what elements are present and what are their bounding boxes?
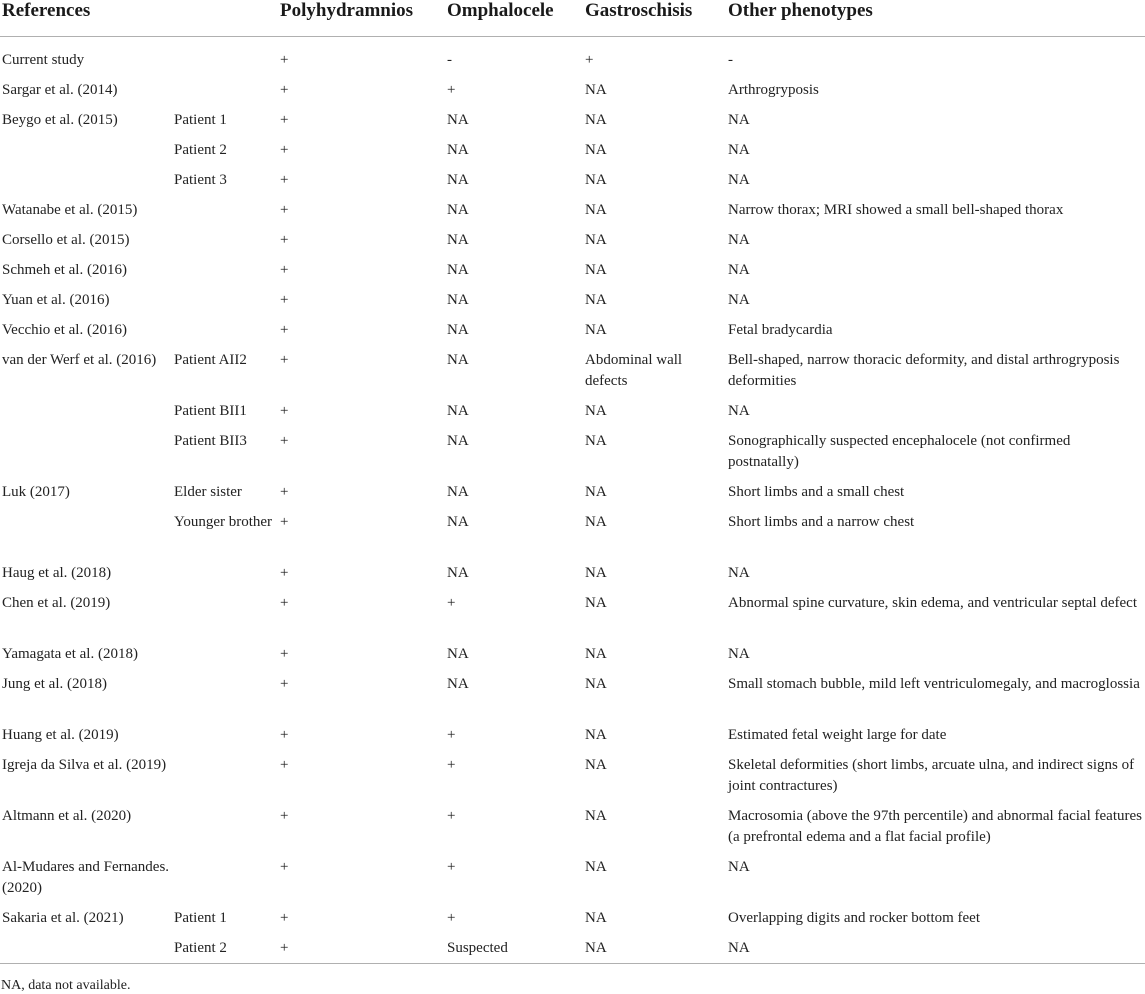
- cell-subject: [172, 857, 278, 908]
- table-row: [0, 200, 1145, 230]
- cell-omphalocele: NA: [447, 232, 469, 248]
- cell-omphalocele: NA: [447, 676, 469, 692]
- cell-omphalocele: NA: [447, 172, 469, 188]
- cell-polyhydramnios: +: [280, 727, 289, 743]
- cell-gastroschisis: NA: [585, 292, 607, 308]
- table-row: [0, 110, 1145, 140]
- header-gastroschisis: Gastroschisis: [583, 0, 726, 37]
- cell-reference: Huang et al. (2019): [2, 727, 119, 743]
- cell-polyhydramnios: +: [280, 352, 289, 368]
- cell-reference: Sargar et al. (2014): [2, 82, 118, 98]
- table-row: [0, 908, 1145, 938]
- table-row: [0, 563, 1145, 593]
- table-row: [0, 857, 1145, 908]
- cell-omphalocele: NA: [447, 202, 469, 218]
- cell-omphalocele: +: [447, 595, 456, 611]
- cell-reference: Vecchio et al. (2016): [2, 322, 127, 338]
- cell-omphalocele: +: [447, 82, 456, 98]
- cell-omphalocele: NA: [447, 142, 469, 158]
- cell-other-phenotypes: -: [728, 52, 733, 68]
- cell-polyhydramnios: +: [280, 322, 289, 338]
- cell-polyhydramnios: +: [280, 82, 289, 98]
- cell-reference: Haug et al. (2018): [2, 565, 112, 581]
- cell-polyhydramnios: +: [280, 808, 289, 824]
- table-row: [0, 512, 1145, 563]
- cell-subject: Younger brother: [174, 514, 273, 530]
- cell-subject: [172, 725, 278, 755]
- cell-other-phenotypes: Macrosomia (above the 97th percentile) and abnormal facial features (a prefrontal edema and a flat facial profile): [728, 808, 1142, 845]
- table-row: [0, 80, 1145, 110]
- table-row: [0, 725, 1145, 755]
- cell-subject: Patient 3: [174, 172, 227, 188]
- table-row: [0, 482, 1145, 512]
- cell-subject: Patient 1: [174, 910, 227, 926]
- cell-polyhydramnios: +: [280, 262, 289, 278]
- table-row: [0, 350, 1145, 401]
- table-row: [0, 50, 1145, 80]
- cell-polyhydramnios: +: [280, 112, 289, 128]
- cell-subject: [172, 80, 278, 110]
- cell-other-phenotypes: NA: [728, 112, 750, 128]
- cell-omphalocele: NA: [447, 292, 469, 308]
- cell-omphalocele: +: [447, 808, 456, 824]
- table-footnote: NA, data not available.: [1, 978, 131, 993]
- table-row: [0, 230, 1145, 260]
- cell-polyhydramnios: +: [280, 52, 289, 68]
- cell-subject: Elder sister: [174, 484, 242, 500]
- cell-other-phenotypes: Abnormal spine curvature, skin edema, and ventricular septal defect: [728, 595, 1138, 611]
- cell-gastroschisis: NA: [585, 322, 607, 338]
- cell-polyhydramnios: +: [280, 202, 289, 218]
- cell-omphalocele: NA: [447, 112, 469, 128]
- cell-subject: Patient 1: [174, 112, 227, 128]
- cell-gastroschisis: NA: [585, 202, 607, 218]
- cell-gastroschisis: NA: [585, 646, 607, 662]
- cell-subject: [172, 230, 278, 260]
- cell-subject: [172, 50, 278, 80]
- cell-omphalocele: Suspected: [447, 940, 508, 956]
- cell-other-phenotypes: NA: [728, 172, 750, 188]
- cell-reference: [0, 140, 172, 170]
- cell-reference: Corsello et al. (2015): [2, 232, 130, 248]
- cell-subject: Patient 2: [174, 142, 227, 158]
- cell-other-phenotypes: Fetal bradycardia: [728, 322, 833, 338]
- table-row: [0, 674, 1145, 725]
- table-row: [0, 401, 1145, 431]
- header-references: References: [0, 0, 172, 37]
- cell-subject: Patient AII2: [174, 352, 247, 368]
- cell-other-phenotypes: NA: [728, 142, 750, 158]
- cell-gastroschisis: NA: [585, 403, 607, 419]
- cell-gastroschisis: NA: [585, 727, 607, 743]
- cell-omphalocele: +: [447, 757, 456, 773]
- cell-other-phenotypes: Narrow thorax; MRI showed a small bell-shaped thorax: [728, 202, 1064, 218]
- cell-subject: [172, 644, 278, 674]
- table-row: [0, 170, 1145, 200]
- cell-reference: van der Werf et al. (2016): [2, 352, 157, 368]
- cell-gastroschisis: NA: [585, 595, 607, 611]
- cell-other-phenotypes: NA: [728, 292, 750, 308]
- cell-subject: [172, 200, 278, 230]
- cell-reference: Chen et al. (2019): [2, 595, 111, 611]
- cell-reference: Schmeh et al. (2016): [2, 262, 127, 278]
- cell-reference: Sakaria et al. (2021): [2, 910, 124, 926]
- cell-gastroschisis: NA: [585, 484, 607, 500]
- cell-reference: Watanabe et al. (2015): [2, 202, 138, 218]
- cell-subject: Patient BII1: [174, 403, 247, 419]
- cell-omphalocele: NA: [447, 262, 469, 278]
- cell-omphalocele: NA: [447, 322, 469, 338]
- cell-omphalocele: NA: [447, 352, 469, 368]
- cell-omphalocele: NA: [447, 433, 469, 449]
- cell-gastroschisis: NA: [585, 514, 607, 530]
- cell-other-phenotypes: NA: [728, 565, 750, 581]
- cell-reference: [0, 170, 172, 200]
- header-subject: [172, 0, 278, 37]
- cell-omphalocele: NA: [447, 565, 469, 581]
- table-row: [0, 755, 1145, 806]
- table-row: [0, 431, 1145, 482]
- table-row: [0, 593, 1145, 644]
- cell-gastroschisis: NA: [585, 232, 607, 248]
- cell-polyhydramnios: +: [280, 940, 289, 956]
- table-row: [0, 290, 1145, 320]
- cell-polyhydramnios: +: [280, 595, 289, 611]
- cell-gastroschisis: NA: [585, 262, 607, 278]
- cell-reference: Yuan et al. (2016): [2, 292, 110, 308]
- cell-reference: [0, 431, 172, 482]
- cell-gastroschisis: NA: [585, 82, 607, 98]
- header-polyhydramnios: Polyhydramnios: [278, 0, 445, 37]
- cell-polyhydramnios: +: [280, 232, 289, 248]
- cell-polyhydramnios: +: [280, 646, 289, 662]
- cell-gastroschisis: NA: [585, 808, 607, 824]
- cell-omphalocele: NA: [447, 514, 469, 530]
- cell-omphalocele: NA: [447, 403, 469, 419]
- header-omphalocele: Omphalocele: [445, 0, 583, 37]
- cell-other-phenotypes: Short limbs and a narrow chest: [728, 514, 915, 530]
- cell-gastroschisis: NA: [585, 172, 607, 188]
- cell-omphalocele: +: [447, 727, 456, 743]
- table-row: [0, 260, 1145, 290]
- cell-reference: Yamagata et al. (2018): [2, 646, 138, 662]
- cell-reference: [0, 401, 172, 431]
- table-row: [0, 320, 1145, 350]
- cell-gastroschisis: NA: [585, 676, 607, 692]
- cell-reference: Al-Mudares and Fernandes. (2020): [2, 859, 170, 896]
- cell-subject: [172, 563, 278, 593]
- cell-other-phenotypes: Short limbs and a small chest: [728, 484, 905, 500]
- cell-gastroschisis: NA: [585, 142, 607, 158]
- table-row: [0, 644, 1145, 674]
- cell-other-phenotypes: Estimated fetal weight large for date: [728, 727, 947, 743]
- header-row: [0, 0, 1145, 37]
- cell-polyhydramnios: +: [280, 565, 289, 581]
- cell-gastroschisis: +: [585, 52, 594, 68]
- cell-polyhydramnios: +: [280, 910, 289, 926]
- cell-omphalocele: -: [447, 52, 452, 68]
- cell-polyhydramnios: +: [280, 859, 289, 875]
- cell-subject: [172, 806, 278, 857]
- table-body: [0, 37, 1145, 964]
- cell-gastroschisis: NA: [585, 910, 607, 926]
- cell-gastroschisis: NA: [585, 112, 607, 128]
- cell-other-phenotypes: NA: [728, 403, 750, 419]
- cell-omphalocele: NA: [447, 484, 469, 500]
- cell-other-phenotypes: Bell-shaped, narrow thoracic deformity, and distal arthrogryposis deformities: [728, 352, 1120, 389]
- cell-other-phenotypes: Arthrogryposis: [728, 82, 819, 98]
- cell-polyhydramnios: +: [280, 433, 289, 449]
- cell-polyhydramnios: +: [280, 484, 289, 500]
- cell-subject: [172, 674, 278, 725]
- cell-omphalocele: +: [447, 859, 456, 875]
- cell-subject: [172, 320, 278, 350]
- cell-reference: Beygo et al. (2015): [2, 112, 118, 128]
- cell-gastroschisis: NA: [585, 859, 607, 875]
- cell-omphalocele: +: [447, 910, 456, 926]
- cell-other-phenotypes: Skeletal deformities (short limbs, arcuate ulna, and indirect signs of joint contractures): [728, 757, 1135, 794]
- cell-gastroschisis: NA: [585, 433, 607, 449]
- cell-polyhydramnios: +: [280, 292, 289, 308]
- cell-subject: [172, 755, 278, 806]
- cell-subject: [172, 593, 278, 644]
- cell-subject: Patient 2: [174, 940, 227, 956]
- cell-other-phenotypes: Small stomach bubble, mild left ventriculomegaly, and macroglossia: [728, 676, 1140, 692]
- cell-other-phenotypes: NA: [728, 232, 750, 248]
- cell-other-phenotypes: NA: [728, 940, 750, 956]
- cell-reference: Jung et al. (2018): [2, 676, 107, 692]
- cell-other-phenotypes: NA: [728, 262, 750, 278]
- cell-reference: Altmann et al. (2020): [2, 808, 132, 824]
- cell-reference: Current study: [2, 52, 85, 68]
- cell-other-phenotypes: Sonographically suspected encephalocele (not confirmed postnatally): [728, 433, 1071, 470]
- cell-subject: Patient BII3: [174, 433, 247, 449]
- cell-reference: [0, 512, 172, 563]
- cell-other-phenotypes: Overlapping digits and rocker bottom feet: [728, 910, 981, 926]
- cell-subject: [172, 290, 278, 320]
- cell-gastroschisis: Abdominal wall defects: [585, 352, 683, 389]
- cell-reference: [0, 938, 172, 963]
- cell-polyhydramnios: +: [280, 514, 289, 530]
- cell-other-phenotypes: NA: [728, 859, 750, 875]
- cell-polyhydramnios: +: [280, 172, 289, 188]
- cell-polyhydramnios: +: [280, 403, 289, 419]
- header-other-phenotypes: Other phenotypes: [726, 0, 1145, 37]
- table-row: [0, 806, 1145, 857]
- cell-polyhydramnios: +: [280, 676, 289, 692]
- cell-polyhydramnios: +: [280, 757, 289, 773]
- cell-gastroschisis: NA: [585, 565, 607, 581]
- cell-subject: [172, 260, 278, 290]
- cell-gastroschisis: NA: [585, 940, 607, 956]
- cell-polyhydramnios: +: [280, 142, 289, 158]
- table-row: [0, 140, 1145, 170]
- cell-gastroschisis: NA: [585, 757, 607, 773]
- cell-other-phenotypes: NA: [728, 646, 750, 662]
- cell-reference: Igreja da Silva et al. (2019): [2, 757, 167, 773]
- cell-omphalocele: NA: [447, 646, 469, 662]
- cell-reference: Luk (2017): [2, 484, 70, 500]
- table-row: [0, 938, 1145, 963]
